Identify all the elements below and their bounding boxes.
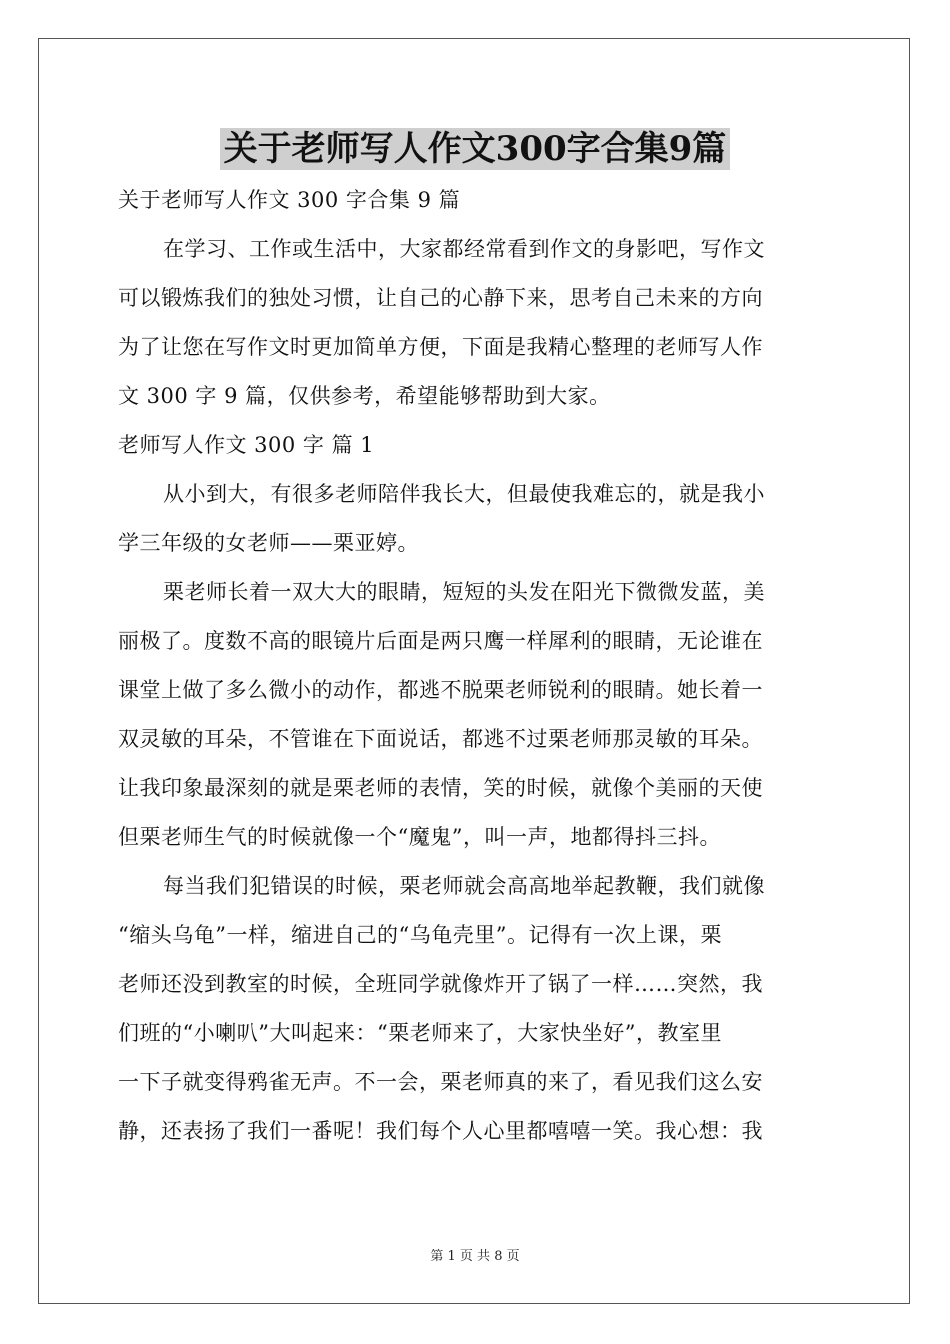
text-line: 从小到大，有很多老师陪伴我长大，但最使我难忘的，就是我小 (163, 482, 765, 506)
title-wrap (0, 128, 950, 170)
text-line: 文 300 字 9 篇，仅供参考，希望能够帮助到大家。 (118, 384, 611, 408)
text-line: 老师写人作文 300 字 篇 1 (118, 433, 375, 457)
text-line: 一下子就变得鸦雀无声。不一会，栗老师真的来了，看见我们这么安 (118, 1070, 763, 1094)
text-line: 双灵敏的耳朵，不管谁在下面说话，都逃不过栗老师那灵敏的耳朵。 (118, 727, 763, 751)
text-line: 为了让您在写作文时更加简单方便，下面是我精心整理的老师写人作 (118, 335, 763, 359)
text-line: 在学习、工作或生活中，大家都经常看到作文的身影吧，写作文 (163, 237, 765, 261)
page-footer: 第 1 页 共 8 页 (430, 1249, 520, 1264)
document-title: 关于老师写人作文300字合集9篇 (220, 128, 731, 170)
text-line: 让我印象最深刻的就是栗老师的表情，笑的时候，就像个美丽的天使 (118, 776, 763, 800)
text-line: 但栗老师生气的时候就像一个“魔鬼”，叫一声，地都得抖三抖。 (118, 825, 721, 849)
text-line: 栗老师长着一双大大的眼睛，短短的头发在阳光下微微发蓝，美 (163, 580, 765, 604)
text-line: 可以锻炼我们的独处习惯，让自己的心静下来，思考自己未来的方向 (118, 286, 763, 310)
document-body (118, 176, 834, 1156)
text-line: 学三年级的女老师——栗亚婷。 (118, 531, 419, 555)
text-line: “缩头乌龟”一样，缩进自己的“乌龟壳里”。记得有一次上课，栗 (118, 923, 722, 947)
text-line: 们班的“小喇叭”大叫起来：“栗老师来了，大家快坐好”，教室里 (118, 1021, 722, 1045)
text-line: 课堂上做了多么微小的动作，都逃不脱栗老师锐利的眼睛。她长着一 (118, 678, 763, 702)
text-line: 静，还表扬了我们一番呢！我们每个人心里都嘻嘻一笑。我心想：我 (118, 1119, 763, 1143)
text-line: 关于老师写人作文 300 字合集 9 篇 (118, 188, 461, 212)
text-line: 丽极了。度数不高的眼镜片后面是两只鹰一样犀利的眼睛，无论谁在 (118, 629, 763, 653)
text-line: 老师还没到教室的时候，全班同学就像炸开了锅了一样……突然，我 (118, 972, 763, 996)
text-line: 每当我们犯错误的时候，栗老师就会高高地举起教鞭，我们就像 (163, 874, 765, 898)
